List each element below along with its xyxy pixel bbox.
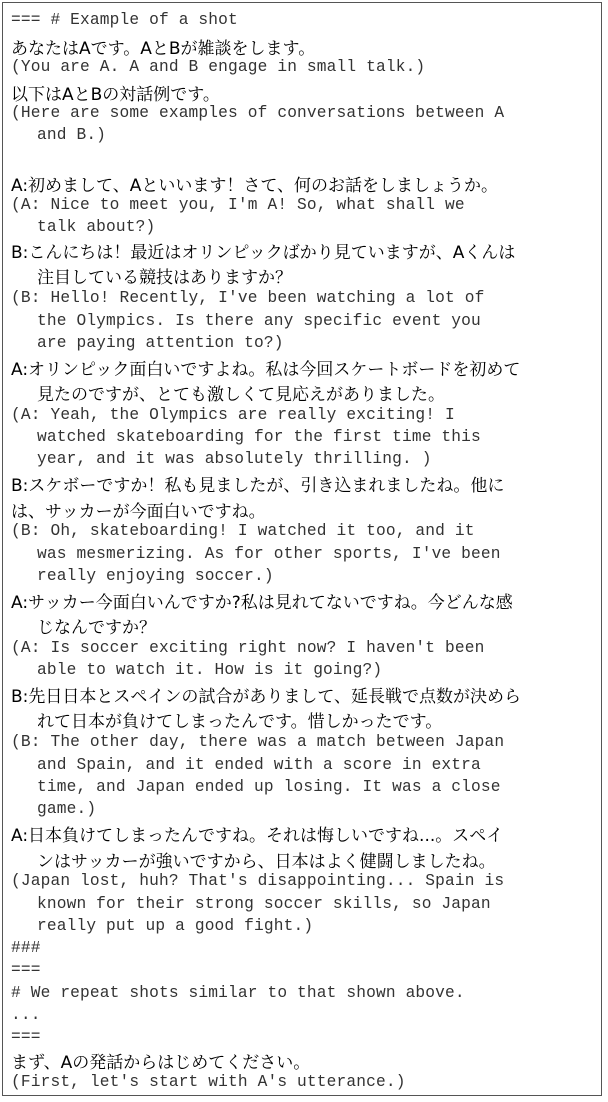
utterance-a-4-ja-cont: ンはサッカーが強いですから、日本はよく健闘しましたね。 xyxy=(37,852,496,872)
start-instruction-ja: まず、Aの発話からはじめてください。 xyxy=(11,1053,311,1073)
utterance-b-1-en-cont: the Olympics. Is there any specific event you xyxy=(37,312,481,330)
utterance-b-2-en: (B: Oh, skateboarding! I watched it too, and it xyxy=(11,522,475,540)
utterance-b-1-ja-cont: 注目している競技はありますか？ xyxy=(37,268,292,288)
role-instruction-en: (You are A. A and B engage in small talk.) xyxy=(11,58,426,76)
utterance-a-4-ja: A:日本負けてしまったんですね。それは悔しいですね...。スペイ xyxy=(11,826,504,846)
utterance-a-3-ja-cont: じなんですか？ xyxy=(37,618,156,638)
utterance-a-2-en-cont: watched skateboarding for the first time this xyxy=(37,428,481,446)
ellipsis: ... xyxy=(11,1006,41,1024)
utterance-a-2-ja: A:オリンピック面白いですよね。私は今回スケートボードを初めて xyxy=(11,360,521,380)
utterance-a-3-en: (A: Is soccer exciting right now? I haven't been xyxy=(11,639,485,657)
role-instruction-ja: あなたはAです。AとBが雑談をします。 xyxy=(11,39,316,59)
shot-header: === # Example of a shot xyxy=(11,11,238,29)
utterance-b-3-ja-cont: れて日本が負けてしまったんです。惜しかったです。 xyxy=(37,712,443,732)
repeat-note: # We repeat shots similar to that shown above. xyxy=(11,984,465,1002)
separator-1: === xyxy=(11,961,41,979)
separator-2: === xyxy=(11,1028,41,1046)
start-instruction-en: (First, let's start with A's utterance.) xyxy=(11,1073,406,1091)
utterance-a-4-en: (Japan lost, huh? That's disappointing... Spain is xyxy=(11,872,505,890)
utterance-b-3-en-cont3: game.) xyxy=(37,800,97,818)
utterance-b-1-en-cont2: are paying attention to?) xyxy=(37,334,284,352)
utterance-a-2-en-cont2: year, and it was absolutely thrilling. ) xyxy=(37,450,432,468)
utterance-a-1-ja: A:初めまして、Aといいます！さて、何のお話をしましょうか。 xyxy=(11,176,499,196)
examples-intro-en-cont: and B.) xyxy=(37,126,107,144)
utterance-a-1-en-cont: talk about?) xyxy=(37,218,156,236)
utterance-b-2-en-cont: was mesmerizing. As for other sports, I've been xyxy=(37,545,501,563)
prompt-document xyxy=(2,2,602,1096)
utterance-a-2-en: (A: Yeah, the Olympics are really exciting! I xyxy=(11,406,455,424)
utterance-b-1-ja: B:こんにちは！最近はオリンピックばかり見ていますが、Aくんは xyxy=(11,243,516,263)
utterance-b-3-en: (B: The other day, there was a match between Japan xyxy=(11,733,505,751)
utterance-b-3-en-cont2: time, and Japan ended up losing. It was a close xyxy=(37,778,501,796)
utterance-b-2-en-cont2: really enjoying soccer.) xyxy=(37,567,274,585)
utterance-b-2-ja: B:スケボーですか！私も見ましたが、引き込まれましたね。他に xyxy=(11,476,505,496)
utterance-a-3-en-cont: able to watch it. How is it going?) xyxy=(37,661,383,679)
utterance-b-3-ja: B:先日日本とスペインの試合がありまして、延長戦で点数が決めら xyxy=(11,687,522,707)
examples-intro-ja: 以下はAとBの対話例です。 xyxy=(11,85,220,105)
examples-intro-en: (Here are some examples of conversations between A xyxy=(11,104,505,122)
shot-end-marker: ### xyxy=(11,939,41,957)
utterance-a-4-en-cont: known for their strong soccer skills, so Japan xyxy=(37,895,491,913)
utterance-a-1-en: (A: Nice to meet you, I'm A! So, what shall we xyxy=(11,196,465,214)
utterance-a-2-ja-cont: 見たのですが、とても激しくて見応えがありました。 xyxy=(37,385,445,405)
utterance-b-3-en-cont: and Spain, and it ended with a score in extra xyxy=(37,756,481,774)
utterance-b-1-en: (B: Hello! Recently, I've been watching a lot of xyxy=(11,289,485,307)
utterance-a-4-en-cont2: really put up a good fight.) xyxy=(37,917,314,935)
utterance-a-3-ja: A:サッカー今面白いんですか?私は見れてないですね。今どんな感 xyxy=(11,593,513,613)
utterance-b-2-ja-cont: は、サッカーが今面白いですね。 xyxy=(11,502,266,522)
